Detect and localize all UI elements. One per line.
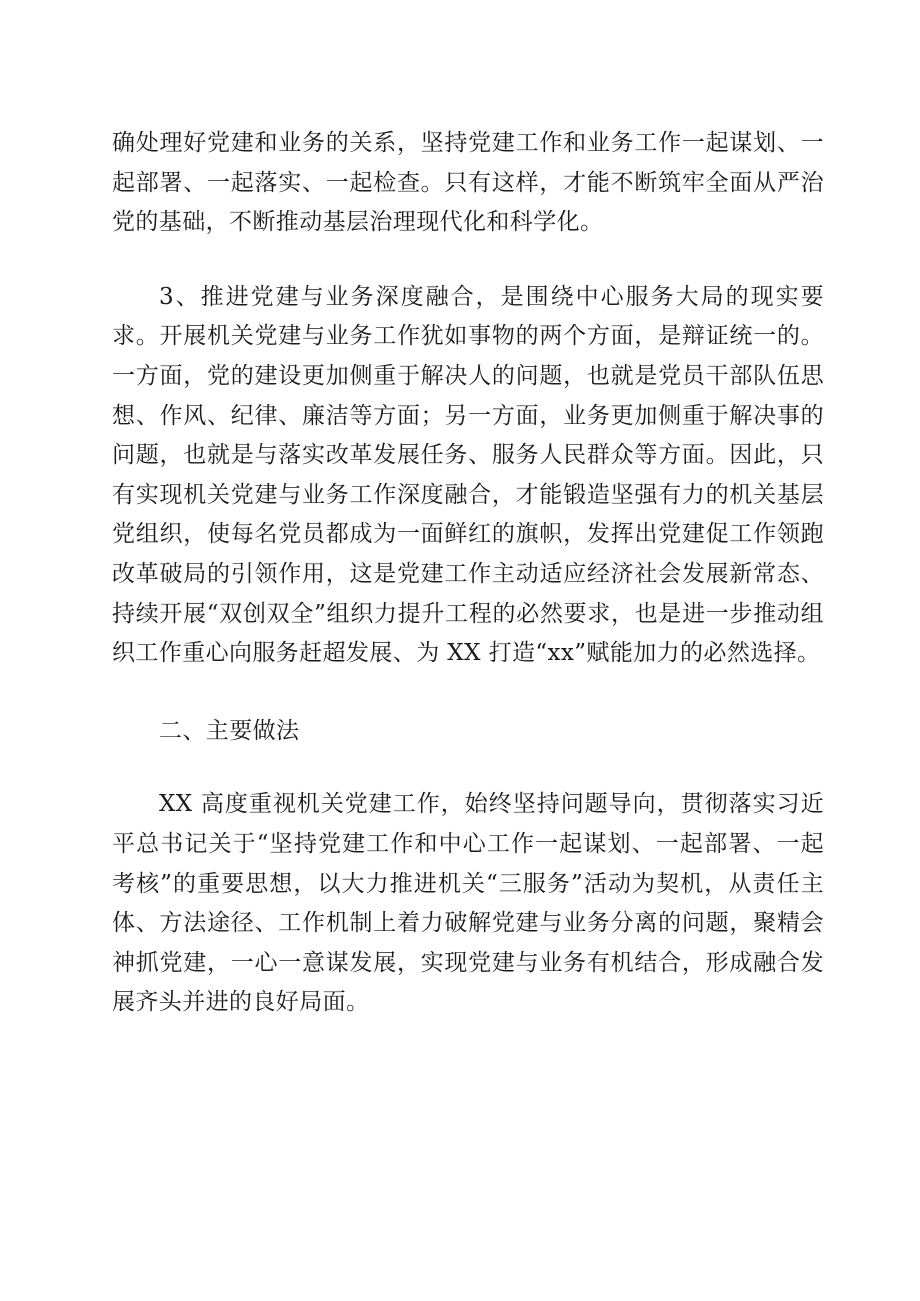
section-heading-main-practices: 二、主要做法 — [159, 717, 300, 744]
paragraph-overview: XX 高度重视机关党建工作，始终坚持问题导向，贯彻落实习近平总书记关于“坚持党建工作和中心工作一起谋划、一起部署、一起考核”的重要思想，以大力推进机关“三服务”活动为契机，从责任主体、方法途径、工作机制上着力破解党建与业务分离的问题，聚精会神抓党建，一心一意谋发展，实现党建与业务有机结合，形成融合发展齐头并进的良好局面。 — [112, 791, 824, 1016]
paragraph-point-3: 3、推进党建与业务深度融合，是围绕中心服务大局的现实要求。开展机关党建与业务工作犹如事物的两个方面，是辩证统一的。一方面，党的建设更加侧重于解决人的问题，也就是党员干部队伍思想、作风、纪律、廉洁等方面；另一方面，业务更加侧重于解决事的问题，也就是与落实改革发展任务、服务人民群众等方面。因此，只有实现机关党建与业务工作深度融合，才能锻造坚强有力的机关基层党组织，使每名党员都成为一面鲜红的旗帜，发挥出党建促工作领跑改革破局的引领作用，这是党建工作主动适应经济社会发展新常态、持续开展“双创双全”组织力提升工程的必然要求，也是进一步推动组织工作重心向服务赶超发展、为 XX 打造“xx”赋能加力的必然选择。 — [112, 283, 824, 667]
paragraph-continuation: 确处理好党建和业务的关系，坚持党建工作和业务工作一起谋划、一起部署、一起落实、一起检查。只有这样，才能不断筑牢全面从严治党的基础，不断推动基层治理现代化和科学化。 — [112, 130, 824, 236]
document-page — [112, 124, 824, 1023]
